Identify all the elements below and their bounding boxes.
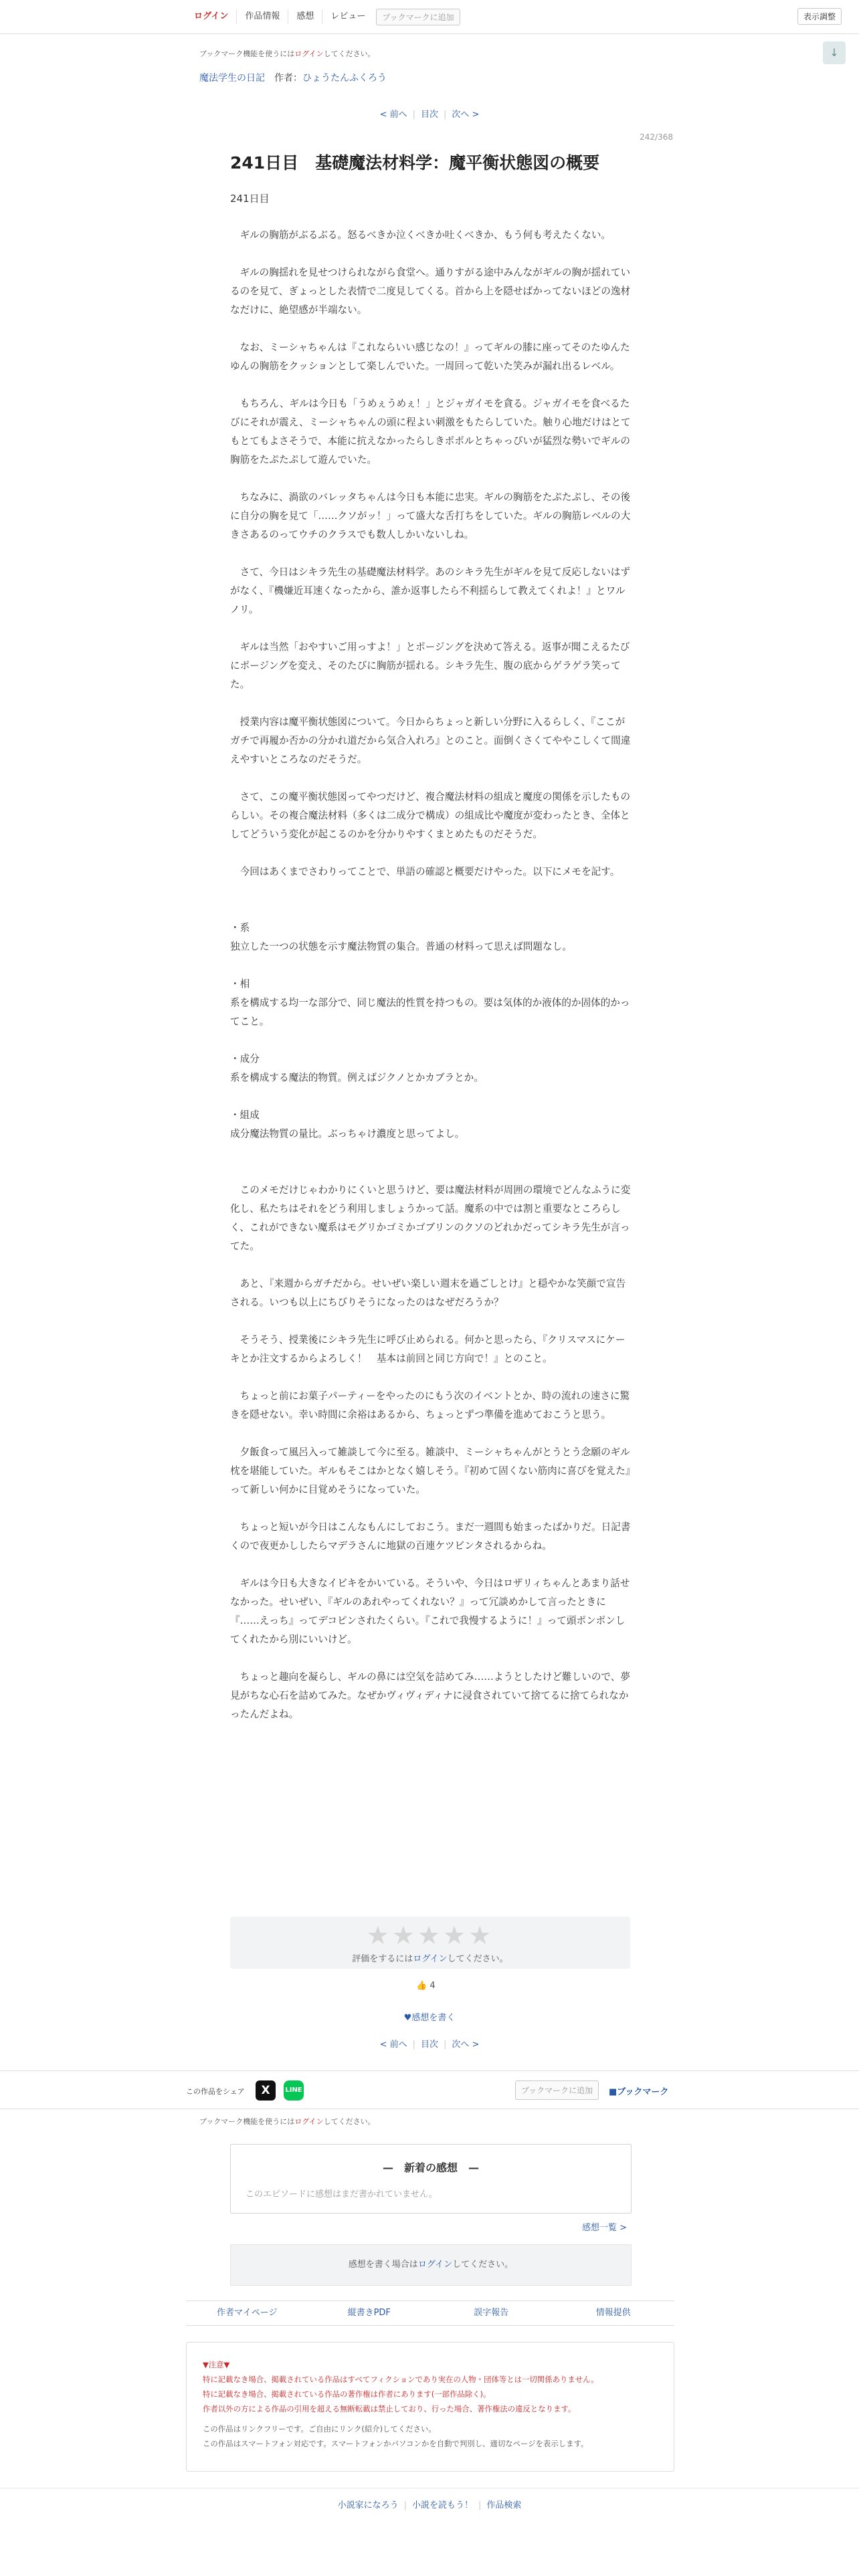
author-mypage-link[interactable]: 作者マイページ <box>217 2308 278 2318</box>
like-count: 4 <box>430 1981 436 1991</box>
bookmark-notice <box>199 48 375 59</box>
narou-link[interactable]: 小説家になろう <box>337 2500 399 2510</box>
top-nav <box>186 7 460 27</box>
body-paragraph <box>230 694 632 713</box>
add-bookmark-button[interactable]: ブックマークに追加 <box>515 2080 599 2100</box>
caution-line: 特に記載なき場合、掲載されている作品の著作権は作者にあります(一部作品除く)。 <box>203 2389 491 2399</box>
prev-link[interactable]: < 前へ <box>379 110 407 120</box>
bookmark-notice-prefix: ブックマーク機能を使うには <box>199 2117 295 2126</box>
body-paragraph <box>230 1649 632 1668</box>
share-label: この作品をシェア <box>186 2087 245 2096</box>
x-share-icon[interactable]: X <box>256 2080 276 2101</box>
body-paragraph: このメモだけじゃわかりにくいと思うけど、要は魔法材料が周囲の環境でどんなふうに変化し、私たちはそれをどう利用しましょうかって話。魔系の中では割と重要なところらしく、これができない魔系はモグリかゴミかゴブリンのクソのどれかだってシキラ先生が言ってた。 <box>230 1184 631 1252</box>
body-paragraph: もちろん、ギルは今日も「うめぇうめぇ！」とジャガイモを貪る。ジャガイモを食べるたびにそれが震え、ミーシャちゃんの頭に程よい刺激をもたらしていた。触り心地だけはとてもとてもよさそうで、本能に抗えなかったらしきポポルとちゃっぴいが猛烈な勢いでギルの胸筋をたぷたぷして遊んでいた。 <box>230 398 631 465</box>
body-paragraph: ギルは今日も大きなイビキをかいている。そういや、今日はロザリィちゃんとあまり話せなかった。せいぜい、『ギルのあれやってくれない？』って冗談めかして言ったときに『……えっち』ってデコピンされたくらい。『これで我慢するように！』って頭ポンポンしてくれたから別にいいけど。 <box>230 1578 630 1645</box>
body-paragraph <box>230 619 632 638</box>
bookmark-notice-suffix: してください。 <box>323 49 375 58</box>
body-paragraph <box>230 544 632 563</box>
no-reviews-text: このエピソードに感想はまだ書かれていません。 <box>246 2189 438 2199</box>
body-paragraph <box>230 1087 632 1106</box>
login-review-suffix: してください。 <box>452 2260 514 2270</box>
rating-notice <box>230 1951 630 1964</box>
search-link[interactable]: 作品検索 <box>486 2500 522 2510</box>
add-bookmark-button[interactable]: ブックマークに追加 <box>376 9 460 25</box>
like-button[interactable] <box>416 1981 436 1991</box>
footer-links <box>186 2300 674 2326</box>
series-title-link[interactable]: 魔法学生の日記 <box>199 73 265 84</box>
body-paragraph <box>230 1312 632 1331</box>
body-paragraph: ちなみに、渦欲のバレッタちゃんは今日も本能に忠実。ギルの胸筋をたぷたぷし、その後に自分の胸を見て「……クソがッ！」って盛大な舌打ちをしていた。ギルの胸筋レベルの大きさあるのってウチのクラスでも数人しかいないしね。 <box>230 492 631 540</box>
body-paragraph: 授業内容は魔平衡状態図について。今日からちょっと新しい分野に入るらしく、『ここがガチで再履か否かの分かれ道だから気合入れろ』とのこと。面倒くさくてややこしくて間違えやすいところなのだそうだ。 <box>230 716 631 765</box>
caution-line: 特に記載なき場合、掲載されている作品はすべてフィクションであり実在の人物・団体等とは一切関係ありません。 <box>203 2375 599 2384</box>
rating-login-link[interactable]: ログイン <box>413 1954 448 1964</box>
star-icon[interactable]: ★ <box>443 1921 469 1950</box>
body-paragraph: ちょっと前にお菓子パーティーをやったのにもう次のイベントとか、時の流れの速さに驚きを隠せない。幸い時間に余裕はあるから、ちょっとずつ準備を進めておこうと思う。 <box>230 1390 630 1420</box>
rating-notice-suffix: してください。 <box>447 1954 508 1964</box>
bookmark-notice-bottom <box>199 2116 375 2127</box>
review-link[interactable]: レビュー <box>330 11 366 21</box>
yomou-link[interactable]: 小説を読もう！ <box>411 2500 473 2510</box>
body-paragraph <box>230 956 632 975</box>
star-icon[interactable]: ★ <box>391 1921 417 1950</box>
line-share-icon[interactable]: LINE <box>284 2080 304 2101</box>
body-paragraph: なお、ミーシャちゃんは『これならいい感じなの！』ってギルの膝に座ってそのたゆんたゆんの胸筋をクッションとして楽しんでいた。一周回って乾いた笑みが漏れ出るレベル。 <box>230 342 630 372</box>
rating-box <box>230 1917 630 1969</box>
body-paragraph <box>230 320 632 338</box>
body-paragraph: そうそう、授業後にシキラ先生に呼び止められる。何かと思ったら、『クリスマスにケーキとか注文するからよろしく！ 基本は前回と同じ方向で！』とのこと。 <box>230 1334 626 1364</box>
body-paragraph <box>230 469 632 488</box>
typo-report-link[interactable]: 誤字報告 <box>474 2308 509 2318</box>
login-to-review-box <box>230 2244 632 2286</box>
body-paragraph: ちょっと趣向を凝らし、ギルの鼻には空気を詰めてみ……ようとしたけど難しいので、夢見がちな心石を詰めてみた。なぜかヴィヴィディナに浸食されていて捨てるに捨てられなかったんだよね。 <box>230 1671 630 1720</box>
body-paragraph: 系を構成する魔法的物質。例えばジクノとかカブラとか。 <box>230 1072 484 1083</box>
body-paragraph: 成分魔法物質の量比。ぶっちゃけ濃度と思ってよし。 <box>230 1128 465 1140</box>
episode-body <box>230 226 632 1724</box>
body-paragraph: さて、この魔平衡状態図ってやつだけど、複合魔法材料の組成と魔度の関係を示したものらしい。その複合魔法材料（多くは二成分で構成）の組成比や魔度が変わったとき、全体としてどういう変化が起こるのかを分かりやすくまとめたものだそうだ。 <box>230 791 631 840</box>
body-paragraph <box>230 1162 632 1181</box>
caution-heading: ▼注意▼ <box>203 2360 230 2369</box>
work-info-link[interactable]: 作品情報 <box>237 9 288 24</box>
body-paragraph <box>230 844 632 863</box>
pager-top: < 前へ | 目次 | 次へ > <box>0 107 859 120</box>
star-icon[interactable]: ★ <box>366 1921 392 1950</box>
review-list-link[interactable]: 感想一覧 > <box>582 2223 628 2233</box>
bookmark-notice-suffix: してください。 <box>323 2117 375 2126</box>
body-paragraph <box>230 881 632 900</box>
new-reviews-heading: — 新着の感想 — <box>382 2161 479 2174</box>
body-paragraph <box>230 376 632 395</box>
body-paragraph: ちょっと短いが今日はこんなもんにしておこう。まだ一週間も始まったばかりだ。日記書くので夜更かししたらマデラさんに地獄の百連ケツビンタされるからね。 <box>230 1521 631 1551</box>
pager-bottom: < 前へ | 目次 | 次へ > <box>0 2037 859 2050</box>
body-paragraph: 今回はあくまでさわりってことで、単語の確認と概要だけやった。以下にメモを記す。 <box>230 866 620 877</box>
body-paragraph: 系を構成する均一な部分で、同じ魔法的性質を持つもの。要は気体的か液体的か固体的かってこと。 <box>230 997 630 1027</box>
body-paragraph: 夕飯食って風呂入って雑談して今に至る。雑談中、ミーシャちゃんがとうとう念願のギル枕を堪能していた。ギルもそこはかとなく嬉しそう。『初めて固くない筋肉に喜びを覚えた』って新しい何かに目覚めそうになっていた。 <box>230 1446 631 1495</box>
rating-stars <box>230 1919 630 1951</box>
scroll-down-icon[interactable]: ↓ <box>823 41 846 64</box>
body-paragraph: ギルの胸筋がぶるぶる。怒るべきか泣くべきか吐くべきか、もう何も考えたくない。 <box>230 229 611 241</box>
body-paragraph <box>230 769 632 788</box>
body-paragraph: ・系 <box>230 922 250 934</box>
body-paragraph <box>230 900 632 919</box>
author-label: 作者： <box>274 73 302 84</box>
body-paragraph <box>230 1368 632 1387</box>
episode-title: 241日目 基礎魔法材料学：魔平衡状態図の概要 <box>230 153 600 173</box>
next-link[interactable]: 次へ > <box>452 110 480 120</box>
series-info <box>199 71 387 84</box>
toc-link[interactable]: 目次 <box>420 110 438 120</box>
share-bar <box>0 2070 859 2109</box>
bookmark-notice-prefix: ブックマーク機能を使うには <box>199 49 295 58</box>
body-paragraph <box>230 1031 632 1050</box>
body-paragraph: あと、『来週からガチだから。せいぜい楽しい週末を過ごしとけ』と穏やかな笑顔で宣告される。いつも以上にちびりそうになったのはなぜだろうか？ <box>230 1278 626 1308</box>
vertical-pdf-link[interactable]: 縦書きPDF <box>347 2308 391 2318</box>
body-paragraph: ギルは当然「おやすいご用っすよ！」とポージングを決めて答える。返事が聞こえるたびにポージングを変え、そのたびに胸筋が揺れる。シキラ先生、腹の底からゲラゲラ笑ってた。 <box>230 641 630 690</box>
caution-info-line: この作品はスマートフォン対応です。スマートフォンかパソコンかを自動で判別し、適切なページを表示します。 <box>203 2439 589 2448</box>
bookmark-notice-login-link[interactable]: ログイン <box>294 2117 324 2126</box>
bookmark-link[interactable]: ■ブックマーク <box>609 2087 669 2097</box>
rating-notice-prefix: 評価をするには <box>352 1954 413 1964</box>
bottom-bar: 小説家になろう | 小説を読もう！ | 作品検索 <box>0 2488 859 2523</box>
caution-info-line: この作品はリンクフリーです。ご自由にリンク(紹介)してください。 <box>203 2424 436 2434</box>
body-paragraph <box>230 1499 632 1518</box>
body-paragraph: ・組成 <box>230 1109 260 1121</box>
body-paragraph: 独立した一つの状態を示す魔法物質の集合。普通の材料って思えば問題なし。 <box>230 941 572 952</box>
episode-count: 242/368 <box>640 132 673 142</box>
star-icon[interactable]: ★ <box>417 1921 444 1950</box>
login-link[interactable]: ログイン <box>186 9 237 24</box>
bookmark-notice-login-link[interactable]: ログイン <box>294 49 324 58</box>
new-reviews-box <box>230 2144 632 2214</box>
body-paragraph: ・相 <box>230 978 250 990</box>
body-paragraph <box>230 1555 632 1574</box>
caution-line: 作者以外の方による作品の引用を超える無断転載は禁止しており、行った場合、著作権法の違反となります。 <box>203 2404 576 2413</box>
reviews-link[interactable]: 感想 <box>288 9 322 24</box>
body-paragraph: さて、今日はシキラ先生の基礎魔法材料学。あのシキラ先生がギルを見て反応しないはずがなく、『機嫌近耳速くなったから、誰か返事したら不利揺らして教えてくれよ！』とワルノリ。 <box>230 566 630 615</box>
next-link[interactable]: 次へ > <box>452 2040 480 2050</box>
top-bar <box>0 0 859 34</box>
login-review-link[interactable]: ログイン <box>417 2260 453 2270</box>
write-review-link[interactable]: ♥感想を書く <box>403 2013 456 2023</box>
body-paragraph: ギルの胸揺れを見せつけられながら食堂へ。通りすがる途中みんながギルの胸が揺れているのを見て、ぎょっとした表情で二度見してくる。首から上を隠せばかってないほどの逸材なだけに、絶望感が半端ない。 <box>230 267 631 316</box>
star-icon[interactable]: ★ <box>468 1921 494 1950</box>
prev-link[interactable]: < 前へ <box>379 2040 407 2050</box>
caution-box <box>186 2342 674 2472</box>
body-paragraph <box>230 1424 632 1443</box>
episode-subtitle: 241日目 <box>230 193 270 205</box>
body-paragraph: ・成分 <box>230 1053 260 1065</box>
toc-link[interactable]: 目次 <box>420 2040 438 2050</box>
thumbs-up-icon: 👍 <box>416 1981 427 1991</box>
body-paragraph <box>230 1256 632 1275</box>
body-paragraph <box>230 1144 632 1162</box>
display-settings-button[interactable]: 表示調整 <box>797 8 842 25</box>
author-link[interactable]: ひょうたんふくろう <box>302 73 387 84</box>
info-provide-link[interactable]: 情報提供 <box>595 2308 631 2318</box>
login-review-prefix: 感想を書く場合は <box>348 2260 418 2270</box>
body-paragraph <box>230 245 632 263</box>
